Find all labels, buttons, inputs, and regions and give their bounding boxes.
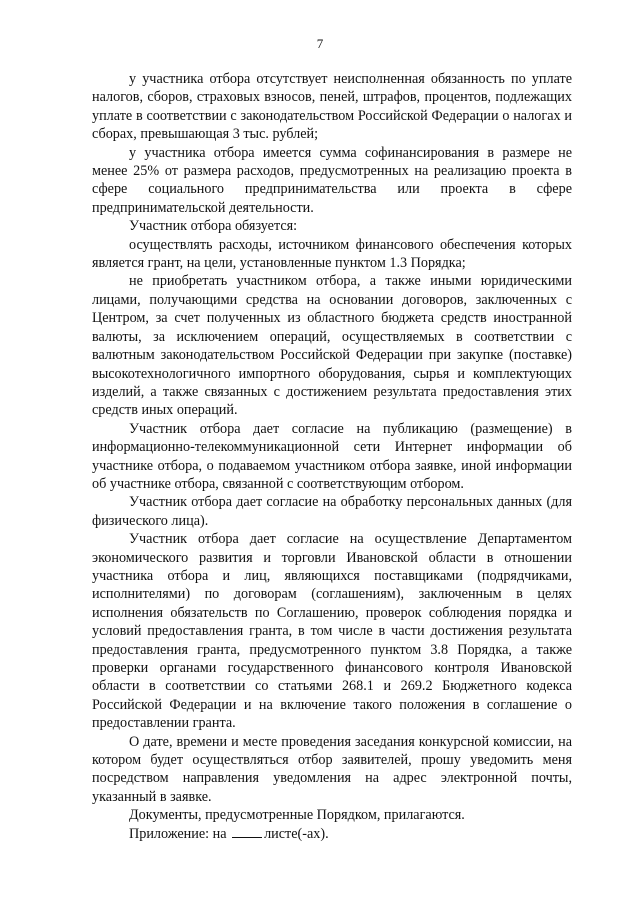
attachment-sheet-count-blank — [232, 825, 262, 838]
paragraph-notification: О дате, времени и месте проведения заседания конкурсной комиссии, на котором будет осуществляться отбор заявителей, прошу уведомить меня посредством направления уведомления на адрес электронной почты, указанный в заявке. — [92, 733, 572, 805]
attachment-suffix: листе(-ах). — [264, 825, 329, 842]
paragraph-foreign-currency: не приобретать участником отбора, а также иными юридическими лицами, получающими средства на основании договоров, заключенных с Центром, за счет полученных из областного бюджета средств иностранной валюты, за исключением операций, осуществляемых в соответствии с валютным законодательством Российской Федерации при закупке (поставке) высокотехнологичного импортного оборудования, сырья и комплектующих изделий, а также связанных с достижением результата предоставления этих средств иных операций. — [92, 273, 572, 419]
page-number: 7 — [316, 36, 324, 51]
paragraph-personal-data-consent: Участник отбора дает согласие на обработку персональных данных (для физического лица). — [92, 494, 572, 529]
paragraph-documents: Документы, предусмотренные Порядком, прилагаются. — [129, 807, 465, 824]
paragraph-audit-consent: Участник отбора дает согласие на осуществление Департаментом экономического развития и торговли Ивановской области в отношении участника отбора и лиц, являющихся поставщиками (подрядчиками, исполнителями) по договорам (соглашениям), заключенным в целях исполнения обязательств по Соглашению, проверок соблюдения порядка и условий предоставления гранта, в том числе в части достижения результата предоставления гранта, предусмотренного пунктом 3.8 Порядка, а также проверки органами государственного финансового контроля Ивановской области в соответствии со статьями 268.1 и 269.2 Бюджетного кодекса Российской Федерации и на включение такого положения в соглашение о предоставлении гранта. — [92, 531, 572, 732]
paragraph-no-tax-debt: у участника отбора отсутствует неисполненная обязанность по уплате налогов, сборов, страховых взносов, пеней, штрафов, процентов, подлежащих уплате в соответствии с законодательством Российской Федерации о налогах и сборах, превышающая 3 тыс. рублей; — [92, 71, 572, 143]
document-body — [92, 70, 572, 843]
paragraph-obligations-heading: Участник отбора обязуется: — [129, 218, 298, 235]
paragraph-publication-consent: Участник отбора дает согласие на публикацию (размещение) в информационно-телекоммуникационной сети Интернет информации об участнике отбора, о подаваемом участником отбора заявке, иной информации об участнике отбора, связанной с соответствующим отбором. — [92, 420, 572, 492]
paragraph-expenses: осуществлять расходы, источником финансового обеспечения которых является грант, на цели, установленные пунктом 1.3 Порядка; — [92, 236, 572, 272]
paragraph-attachment — [92, 825, 572, 843]
attachment-prefix: Приложение: на — [129, 825, 227, 842]
paragraph-cofinancing: у участника отбора имеется сумма софинансирования в размере не менее 25% от размера расходов, предусмотренных на реализацию проекта в сфере социального предпринимательства или проекта в сфере предпринимательской деятельности. — [92, 144, 572, 216]
